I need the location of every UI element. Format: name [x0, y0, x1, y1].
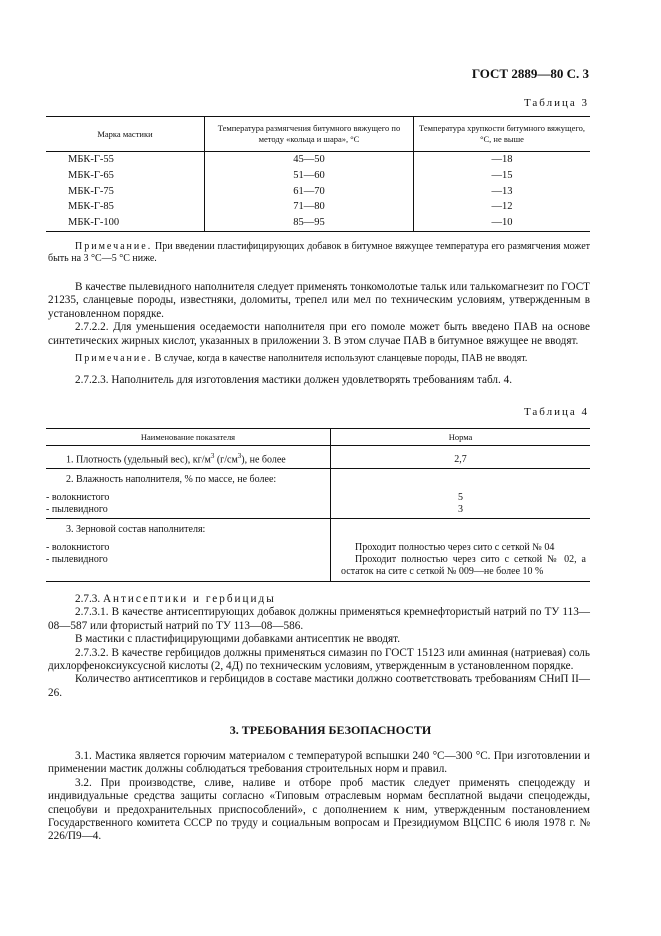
table-row: [46, 199, 590, 215]
body-text-1: [48, 281, 590, 388]
table-cell: 45—50: [205, 152, 414, 168]
paragraph: 2.7.3.2. В качестве гербицидов должны применяться симазин по ГОСТ 15123 или аминная (натриевая) соль дихлорфеноксиуксусной кислоты (2, 4Д) по техническим условиям, утвержденным в установленном порядке.: [48, 646, 590, 673]
note-label: Примечание.: [75, 353, 153, 365]
subsection-heading: 2.7.3. Антисептики и гербициды: [75, 593, 276, 605]
table3-note: [48, 241, 590, 266]
table-3: [46, 116, 590, 232]
table-row: [46, 215, 590, 231]
table3-col-brittleness: Температура хрупкости битумного вяжущего, °С, не выше: [414, 117, 591, 152]
paragraph: 2.7.2.2. Для уменьшения оседаемости наполнителя при его помоле может быть введено ПАВ на основе синтетических жирных кислот, указанных в приложении 3. В этом случае ПАВ в битумное вяжущее не вводят.: [48, 321, 590, 347]
table-cell: МБК-Г-75: [68, 185, 114, 197]
table-cell: 71—80: [205, 199, 414, 215]
table-cell: МБК-Г-85: [68, 201, 114, 213]
paragraph: 2.7.2.3. Наполнитель для изготовления мастики должен удовлетворять требованиям табл. 4.: [75, 374, 512, 387]
paragraph: 3.1. Мастика является горючим материалом с температурой вспышки 240 °С—300 °С. При изготовлении и применении мастик должны соблюдаться требования строительных норм и правил.: [48, 750, 590, 776]
note: [48, 353, 590, 365]
table3-col-softening: Температура размягчения битумного вяжущего по методу «кольца и шара», °С: [205, 117, 414, 152]
note-label: Примечание.: [75, 241, 153, 252]
table-cell: 3. Зерновой состав наполнителя: - волокнистого - пылевидного: [46, 519, 331, 582]
table-row: [46, 152, 590, 168]
table4-col-indicator: Наименование показателя: [46, 429, 331, 446]
table-row: [46, 519, 590, 582]
table-cell: —13: [414, 184, 591, 200]
note-text: В случае, когда в качестве наполнителя используют сланцевые породы, ПАВ не вводят.: [154, 353, 528, 365]
body-text-3: [48, 750, 590, 844]
paragraph: 2.7.3.1. В качестве антисептирующих добавок должны применяться кремнефтористый натрий по ТУ 113—08—587 или фтористый натрий по ТУ 113—08—586.: [48, 606, 590, 632]
table-cell: МБК-Г-100: [46, 215, 205, 231]
table-4: [46, 428, 590, 582]
page-header: ГОСТ 2889—80 С. 3: [471, 66, 589, 81]
table-cell: 5 3: [331, 469, 591, 519]
table-row: [46, 184, 590, 200]
table3-label: Таблица 3: [523, 97, 589, 109]
table-row: [46, 469, 590, 519]
table-cell: МБК-Г-65: [68, 169, 114, 181]
table-cell: Проходит полностью через сито с сеткой № 04 Проходит полностью через сито с сеткой № 02, а остаток на сите с сеткой № 009—не более 10 %: [331, 519, 591, 582]
table-cell: 61—70: [205, 184, 414, 200]
table-cell: —10: [414, 215, 591, 231]
table-row: [46, 446, 590, 469]
table4-col-norm: Норма: [331, 429, 591, 446]
table-cell: МБК-Г-55: [68, 154, 114, 165]
paragraph: Количество антисептиков и гербицидов в составе мастики должно соответствовать требованиям СНиП II—26.: [48, 673, 590, 699]
table-cell: 51—60: [205, 168, 414, 184]
note-text: При введении пластифицирующих добавок в битумное вяжущее температура его размягчения может быть на 3 °С—5 °С ниже.: [48, 241, 591, 265]
table-row: [46, 168, 590, 184]
section-title: 3. ТРЕБОВАНИЯ БЕЗОПАСНОСТИ: [229, 723, 432, 737]
table3-col-brand: Марка мастики: [46, 117, 205, 152]
body-text-2: [48, 593, 590, 700]
paragraph: В качестве пылевидного наполнителя следует применять тонкомолотые тальк или талькомагнезит по ГОСТ 21235, сланцевые породы, известняки, доломиты, трепел или мел по техническим условиям, утвержденным в установленном порядке.: [48, 281, 590, 320]
paragraph: 3.2. При производстве, сливе, наливе и отборе проб мастик следует применять спецодежду и индивидуальные средства защиты согласно «Типовым отраслевым нормам бесплатной выдачи спецодежды, спецобуви и предохранительных приспособлений», с дополнением к ним, утвержденным постановлением Государственного комитета СССР по труду и социальным вопросам и Президиумом ВЦСПС 6 июля 1978 г. № 226/П9—4.: [48, 776, 590, 843]
table-cell: 1. Плотность (удельный вес), $кг/м^3$ $(г/см^3)$, не более: [46, 446, 331, 469]
table-cell: 2. Влажность наполнителя, % по массе, не более: - волокнистого - пылевидного: [46, 469, 331, 519]
table-cell: 2,7: [331, 446, 591, 469]
table4-label: Таблица 4: [523, 406, 589, 418]
table-cell: —15: [414, 168, 591, 184]
table-cell: 85—95: [205, 215, 414, 231]
table-cell: —18: [414, 152, 591, 168]
table-cell: —12: [414, 199, 591, 215]
paragraph: В мастики с пластифицирующими добавками антисептик не вводят.: [75, 633, 401, 646]
